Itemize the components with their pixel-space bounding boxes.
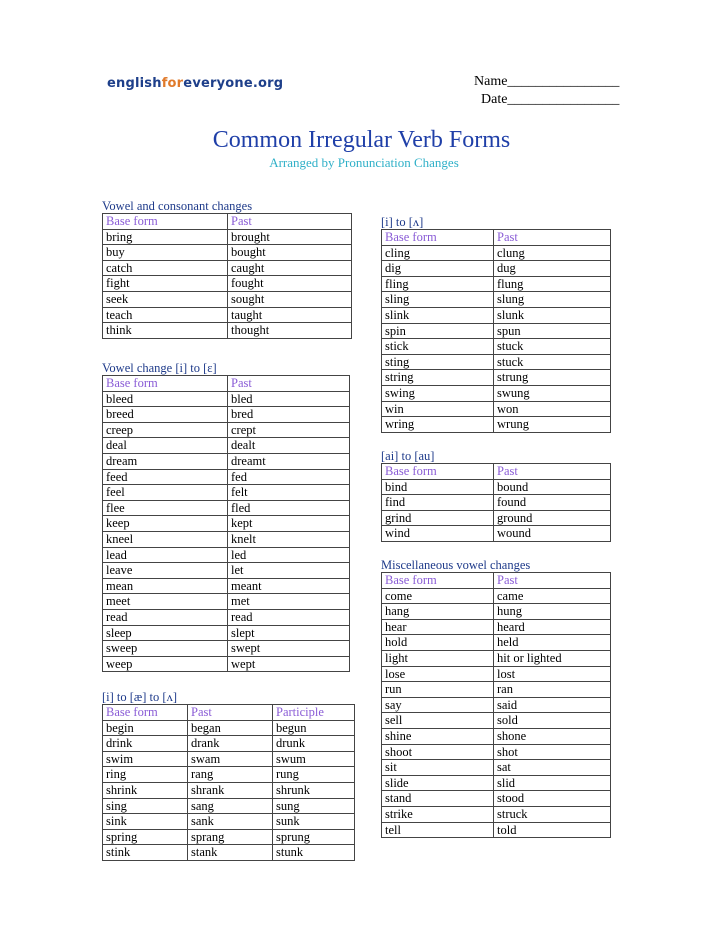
table-cell: meant	[228, 578, 350, 594]
table-cell: grind	[382, 510, 494, 526]
table-cell: sought	[228, 291, 352, 307]
table-cell: stood	[494, 791, 611, 807]
table-cell: sit	[382, 760, 494, 776]
table-cell: shrunk	[273, 782, 355, 798]
table-cell: wound	[494, 526, 611, 542]
table-cell: rung	[273, 767, 355, 783]
section-title: Vowel change [i] to [ɛ]	[102, 361, 217, 375]
table-cell: bleed	[103, 391, 228, 407]
column-header: Base form	[382, 464, 494, 480]
table-cell: drank	[188, 736, 273, 752]
table-cell: dug	[494, 261, 611, 277]
table-row	[382, 479, 611, 495]
name-field-label: Name________________	[474, 74, 620, 89]
table-cell: crept	[228, 422, 350, 438]
table-cell: hold	[382, 635, 494, 651]
table-row	[103, 291, 352, 307]
table-cell: catch	[103, 260, 228, 276]
page-title: Common Irregular Verb Forms	[212, 127, 511, 153]
column-header: Past	[188, 705, 273, 721]
column-header: Base form	[103, 705, 188, 721]
date-field-label: Date________________	[481, 92, 620, 107]
table-row	[103, 307, 352, 323]
column-header: Base form	[103, 376, 228, 392]
table-cell: fling	[382, 276, 494, 292]
table-cell: sold	[494, 713, 611, 729]
table-cell: spring	[103, 829, 188, 845]
verb-table	[102, 704, 355, 861]
table-cell: read	[103, 609, 228, 625]
section-title: [i] to [æ] to [ʌ]	[102, 690, 177, 704]
table-cell: mean	[103, 578, 228, 594]
table-cell: bled	[228, 391, 350, 407]
table-cell: light	[382, 650, 494, 666]
table-cell: let	[228, 563, 350, 579]
table-cell: seek	[103, 291, 228, 307]
table-row	[103, 829, 355, 845]
table-cell: flee	[103, 500, 228, 516]
column-header: Past	[228, 376, 350, 392]
table-row	[382, 791, 611, 807]
verb-table	[381, 229, 611, 433]
table-cell: bind	[382, 479, 494, 495]
table-row	[103, 656, 350, 672]
table-cell: sprang	[188, 829, 273, 845]
table-cell: strike	[382, 806, 494, 822]
table-cell: sleep	[103, 625, 228, 641]
table-cell: lead	[103, 547, 228, 563]
table-row	[382, 682, 611, 698]
table-cell: slunk	[494, 307, 611, 323]
table-cell: hit or lighted	[494, 650, 611, 666]
table-row	[103, 485, 350, 501]
column-header: Base form	[382, 573, 494, 589]
table-cell: wept	[228, 656, 350, 672]
table-cell: spun	[494, 323, 611, 339]
table-cell: lose	[382, 666, 494, 682]
table-row	[382, 401, 611, 417]
table-cell: read	[228, 609, 350, 625]
table-cell: tell	[382, 822, 494, 838]
table-cell: sweep	[103, 641, 228, 657]
table-cell: drunk	[273, 736, 355, 752]
table-header-row	[103, 705, 355, 721]
table-cell: sang	[188, 798, 273, 814]
table-row	[382, 713, 611, 729]
table-cell: slung	[494, 292, 611, 308]
table-cell: creep	[103, 422, 228, 438]
table-cell: dig	[382, 261, 494, 277]
table-row	[103, 260, 352, 276]
table-row	[103, 594, 350, 610]
table-cell: sink	[103, 814, 188, 830]
table-cell: caught	[228, 260, 352, 276]
table-cell: stick	[382, 339, 494, 355]
table-cell: shrank	[188, 782, 273, 798]
table-cell: bound	[494, 479, 611, 495]
table-row	[382, 806, 611, 822]
table-row	[103, 625, 350, 641]
table-row	[103, 720, 355, 736]
section-ai-to-au	[381, 449, 611, 542]
table-cell: win	[382, 401, 494, 417]
table-cell: stuck	[494, 339, 611, 355]
table-cell: swung	[494, 385, 611, 401]
table-cell: fled	[228, 500, 350, 516]
table-cell: bought	[228, 245, 352, 261]
table-row	[382, 417, 611, 433]
table-cell: brought	[228, 229, 352, 245]
table-row	[382, 760, 611, 776]
table-cell: led	[228, 547, 350, 563]
table-cell: sprung	[273, 829, 355, 845]
column-header: Base form	[382, 230, 494, 246]
table-header-row	[382, 230, 611, 246]
table-cell: fed	[228, 469, 350, 485]
table-header-row	[103, 376, 350, 392]
table-cell: kneel	[103, 531, 228, 547]
table-cell: heard	[494, 619, 611, 635]
table-cell: began	[188, 720, 273, 736]
table-row	[382, 588, 611, 604]
column-header: Past	[494, 464, 611, 480]
section-title: Vowel and consonant changes	[102, 199, 253, 213]
table-cell: stand	[382, 791, 494, 807]
table-row	[103, 276, 352, 292]
table-row	[382, 339, 611, 355]
table-row	[382, 526, 611, 542]
table-cell: strung	[494, 370, 611, 386]
table-cell: keep	[103, 516, 228, 532]
table-cell: met	[228, 594, 350, 610]
table-cell: slide	[382, 775, 494, 791]
table-cell: sunk	[273, 814, 355, 830]
table-cell: fight	[103, 276, 228, 292]
table-row	[382, 604, 611, 620]
site-logo: englishforeveryone.org	[107, 76, 284, 91]
table-row	[382, 697, 611, 713]
table-cell: stunk	[273, 845, 355, 861]
table-cell: bred	[228, 407, 350, 423]
table-header-row	[103, 214, 352, 230]
section-title: Miscellaneous vowel changes	[381, 558, 531, 572]
table-cell: clung	[494, 245, 611, 261]
table-row	[382, 822, 611, 838]
table-cell: flung	[494, 276, 611, 292]
table-cell: swing	[382, 385, 494, 401]
table-row	[382, 635, 611, 651]
table-cell: lost	[494, 666, 611, 682]
table-cell: begun	[273, 720, 355, 736]
section-i-to-v	[381, 215, 611, 433]
verb-table	[102, 375, 350, 672]
table-cell: say	[382, 697, 494, 713]
table-cell: dream	[103, 453, 228, 469]
table-row	[382, 650, 611, 666]
table-row	[103, 814, 355, 830]
table-cell: won	[494, 401, 611, 417]
table-cell: spin	[382, 323, 494, 339]
column-header: Past	[494, 573, 611, 589]
table-header-row	[382, 573, 611, 589]
table-cell: feel	[103, 485, 228, 501]
table-row	[382, 370, 611, 386]
table-cell: weep	[103, 656, 228, 672]
table-row	[382, 510, 611, 526]
section-vowel-consonant	[102, 199, 352, 339]
table-row	[382, 728, 611, 744]
table-cell: ran	[494, 682, 611, 698]
table-cell: fought	[228, 276, 352, 292]
table-cell: hung	[494, 604, 611, 620]
table-cell: ground	[494, 510, 611, 526]
table-cell: told	[494, 822, 611, 838]
table-cell: find	[382, 495, 494, 511]
verb-table	[381, 463, 611, 542]
table-cell: wring	[382, 417, 494, 433]
table-cell: dealt	[228, 438, 350, 454]
column-header: Past	[494, 230, 611, 246]
table-cell: buy	[103, 245, 228, 261]
table-cell: sling	[382, 292, 494, 308]
table-cell: think	[103, 323, 228, 339]
table-cell: shoot	[382, 744, 494, 760]
table-cell: breed	[103, 407, 228, 423]
table-cell: swum	[273, 751, 355, 767]
table-cell: feed	[103, 469, 228, 485]
table-cell: shrink	[103, 782, 188, 798]
table-cell: came	[494, 588, 611, 604]
table-cell: felt	[228, 485, 350, 501]
table-cell: found	[494, 495, 611, 511]
table-cell: meet	[103, 594, 228, 610]
table-row	[103, 391, 350, 407]
table-header-row	[382, 464, 611, 480]
table-row	[103, 563, 350, 579]
verb-table	[381, 572, 611, 838]
table-row	[382, 354, 611, 370]
table-row	[103, 229, 352, 245]
table-row	[382, 744, 611, 760]
table-cell: deal	[103, 438, 228, 454]
verb-table	[102, 213, 352, 339]
table-cell: sank	[188, 814, 273, 830]
table-cell: kept	[228, 516, 350, 532]
table-cell: shine	[382, 728, 494, 744]
section-title: [ai] to [au]	[381, 449, 435, 463]
table-cell: dreamt	[228, 453, 350, 469]
table-row	[103, 547, 350, 563]
section-misc	[381, 558, 611, 838]
table-cell: wrung	[494, 417, 611, 433]
table-row	[103, 516, 350, 532]
table-cell: bring	[103, 229, 228, 245]
section-title: [i] to [ʌ]	[381, 215, 424, 229]
table-cell: cling	[382, 245, 494, 261]
table-row	[103, 736, 355, 752]
column-header: Past	[228, 214, 352, 230]
table-row	[103, 641, 350, 657]
column-header: Participle	[273, 705, 355, 721]
table-cell: shot	[494, 744, 611, 760]
table-row	[103, 438, 350, 454]
table-row	[103, 609, 350, 625]
page-subtitle: Arranged by Pronunciation Changes	[269, 155, 459, 170]
table-row	[103, 469, 350, 485]
table-row	[103, 845, 355, 861]
table-row	[382, 292, 611, 308]
table-cell: hang	[382, 604, 494, 620]
column-header: Base form	[103, 214, 228, 230]
table-row	[382, 245, 611, 261]
table-cell: thought	[228, 323, 352, 339]
table-row	[103, 500, 350, 516]
table-row	[382, 307, 611, 323]
table-row	[382, 666, 611, 682]
table-cell: struck	[494, 806, 611, 822]
table-cell: swept	[228, 641, 350, 657]
table-cell: rang	[188, 767, 273, 783]
table-cell: sung	[273, 798, 355, 814]
table-row	[103, 767, 355, 783]
table-cell: said	[494, 697, 611, 713]
table-cell: leave	[103, 563, 228, 579]
table-row	[382, 495, 611, 511]
table-row	[103, 407, 350, 423]
table-row	[103, 422, 350, 438]
table-cell: held	[494, 635, 611, 651]
table-cell: slept	[228, 625, 350, 641]
table-cell: swam	[188, 751, 273, 767]
table-cell: taught	[228, 307, 352, 323]
table-cell: begin	[103, 720, 188, 736]
table-row	[382, 276, 611, 292]
table-cell: slink	[382, 307, 494, 323]
table-cell: shone	[494, 728, 611, 744]
table-cell: knelt	[228, 531, 350, 547]
table-cell: teach	[103, 307, 228, 323]
table-row	[103, 798, 355, 814]
table-cell: sing	[103, 798, 188, 814]
table-cell: stank	[188, 845, 273, 861]
section-i-ae-v	[102, 690, 355, 861]
table-cell: run	[382, 682, 494, 698]
table-cell: slid	[494, 775, 611, 791]
table-cell: come	[382, 588, 494, 604]
table-cell: stuck	[494, 354, 611, 370]
table-row	[103, 531, 350, 547]
table-row	[382, 323, 611, 339]
table-cell: sell	[382, 713, 494, 729]
table-cell: swim	[103, 751, 188, 767]
table-cell: string	[382, 370, 494, 386]
table-row	[103, 245, 352, 261]
table-row	[382, 261, 611, 277]
table-row	[382, 775, 611, 791]
table-cell: stink	[103, 845, 188, 861]
table-row	[103, 578, 350, 594]
table-row	[103, 751, 355, 767]
table-row	[103, 782, 355, 798]
table-cell: sting	[382, 354, 494, 370]
table-row	[382, 385, 611, 401]
table-cell: ring	[103, 767, 188, 783]
table-row	[103, 453, 350, 469]
table-row	[382, 619, 611, 635]
table-cell: sat	[494, 760, 611, 776]
table-cell: wind	[382, 526, 494, 542]
table-cell: hear	[382, 619, 494, 635]
table-cell: drink	[103, 736, 188, 752]
table-row	[103, 323, 352, 339]
section-i-to-e	[102, 361, 350, 672]
